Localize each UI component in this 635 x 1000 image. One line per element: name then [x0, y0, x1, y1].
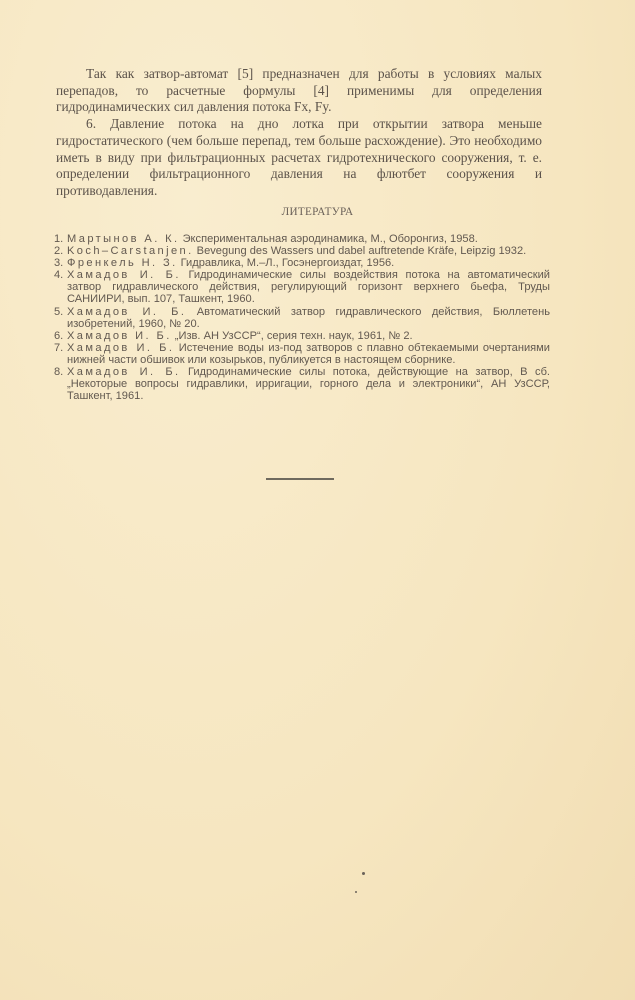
reference-text: Истечение воды из-под затворов с плавно обтекаемыми очертаниями нижней части обшивок или козырьков, публикуется в настоящем сборнике. [67, 341, 551, 366]
reference-text: „Изв. АН УзССР“, серия техн. наук, 1961, № 2. [171, 329, 413, 342]
reference-author: Мартынов А. К. [67, 233, 180, 245]
paragraph-2: 6. Давление потока на дно лотка при открытии затвора меньше гидростатического (чем больше перепад, тем больше расхождение). Это необходимо иметь в виду при фильтрационных расчетах гидротехнического сооружения, т. е. определении фильтрационного давления на флютбет сооружения и противодавления. [56, 116, 542, 198]
reference-item [54, 257, 550, 269]
reference-number: 3. [54, 257, 64, 270]
reference-list [54, 233, 550, 402]
reference-number: 1. [54, 233, 64, 245]
reference-text: Гидродинамические силы потока, действующие на затвор, В сб. „Некоторые вопросы гидравлики, ирригации, горного дела и электроники“, АН УзССР, Ташкент, 1961. [67, 366, 551, 403]
reference-number: 4. [54, 269, 64, 282]
paper-speck [355, 891, 357, 893]
reference-author: Хамадов И. Б. [67, 329, 172, 342]
reference-number: 7. [54, 341, 64, 354]
reference-item [54, 366, 550, 402]
reference-number: 6. [54, 329, 64, 342]
body-text [56, 66, 542, 200]
reference-text: Гидравлика, М.–Л., Госэнергоиздат, 1956. [177, 257, 395, 270]
reference-number: 2. [54, 245, 64, 258]
reference-text: Автоматический затвор гидравлического действия, Бюллетень изобретений, 1960, № 20. [67, 305, 550, 330]
reference-author: Хамадов И. Б. [67, 341, 175, 354]
reference-text: Bevegung des Wassers und dabel auftretende Kräfe, Leipzig 1932. [193, 245, 527, 258]
end-rule [266, 478, 334, 480]
reference-number: 8. [54, 366, 64, 379]
reference-item [54, 306, 550, 330]
paragraph-1: Так как затвор-автомат [5] предназначен для работы в условиях малых перепадов, то расчетные формулы [4] применимы для определения гидродинамических сил давления потока Fx, Fy. [56, 66, 542, 115]
reference-item [54, 269, 550, 305]
paper-speck [362, 872, 365, 875]
reference-author: Френкель Н. З. [67, 257, 178, 270]
reference-item [54, 330, 550, 342]
references-heading: ЛИТЕРАТУРА [281, 206, 354, 218]
reference-item [54, 233, 550, 245]
reference-item [54, 245, 550, 257]
reference-author: Хамадов И. Б. [67, 269, 181, 282]
reference-author: Koch–Carstanjen. [67, 245, 194, 258]
reference-text: Экспериментальная аэродинамика, М., Оборонгиз, 1958. [179, 233, 478, 245]
reference-author: Хамадов И. Б. [67, 305, 187, 318]
reference-item [54, 342, 550, 366]
reference-author: Хамадов И. Б. [67, 366, 181, 379]
reference-text: Гидродинамические силы воздействия потока на автоматический затвор гидравлического действия, регулирующий горизонт верхнего бьефа, Труды САНИИРИ, вып. 107, Ташкент, 1960. [67, 269, 550, 306]
reference-number: 5. [54, 305, 64, 318]
